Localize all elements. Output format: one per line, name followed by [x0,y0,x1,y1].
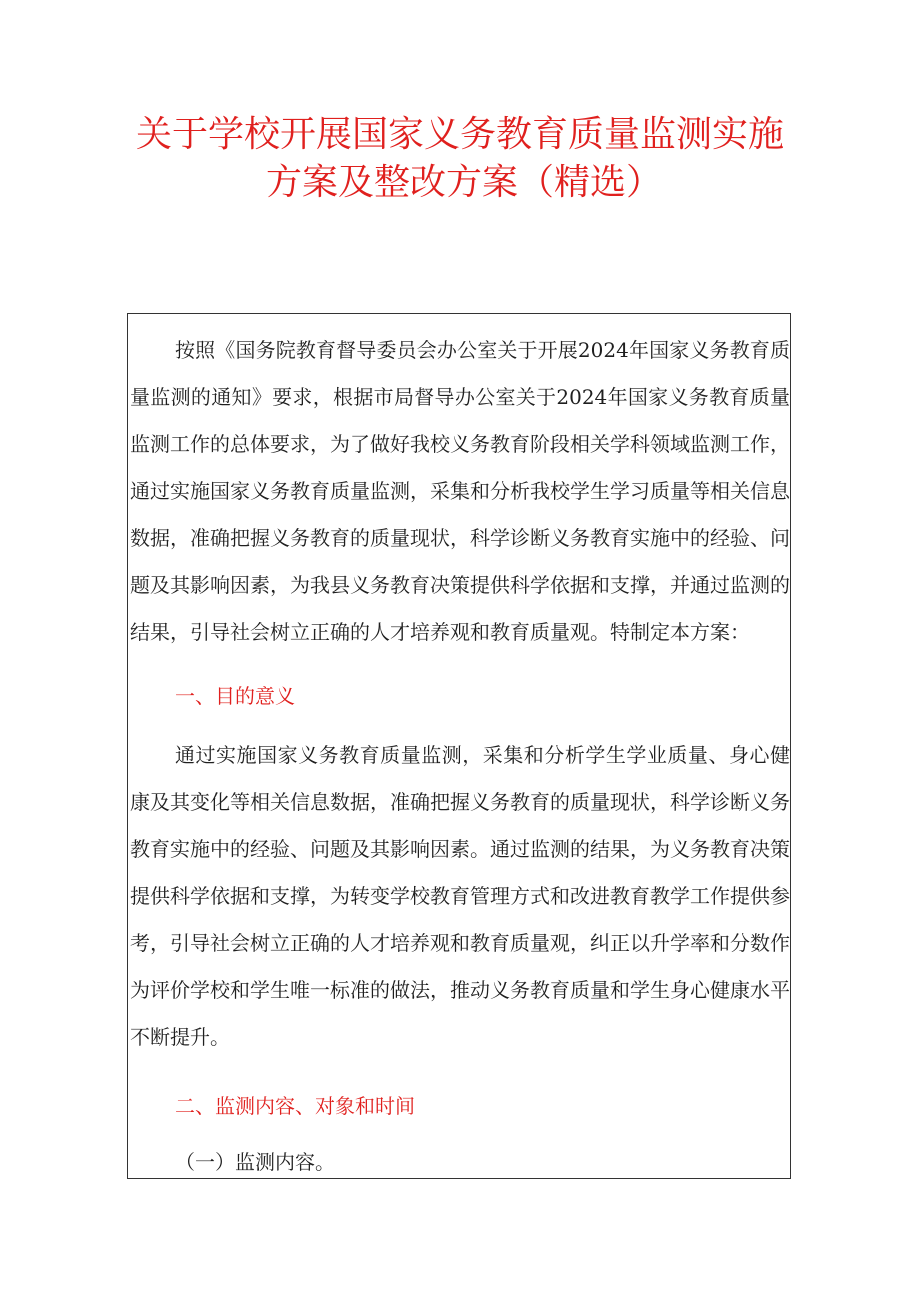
section2-subheading: （一）监测内容。 [175,1150,335,1174]
section2-heading: 二、监测内容、对象和时间 [175,1094,415,1118]
document-title-line2: 方案及整改方案（精选） [265,162,662,203]
section1-heading: 一、目的意义 [175,684,295,708]
intro-paragraph: 按照《国务院教育督导委员会办公室关于开展2024年国家义务教育质量监测的通知》要求，根据市局督导办公室关于2024年国家义务教育质量监测工作的总体要求，为了做好我校义务教育阶段相关学科领域监测工作，通过实施国家义务教育质量监测，采集和分析我校学生学习质量等相关信息数据，准确把握义务教育的质量现状，科学诊断义务教育实施中的经验、问题及其影响因素，为我县义务教育决策提供科学依据和支撑，并通过监测的结果，引导社会树立正确的人才培养观和教育质量观。特制定本方案： [130,338,790,644]
section1-paragraph: 通过实施国家义务教育质量监测，采集和分析学生学业质量、身心健康及其变化等相关信息数据，准确把握义务教育的质量现状，科学诊断义务教育实施中的经验、问题及其影响因素。通过监测的结果，为义务教育决策提供科学依据和支撑，为转变学校教育管理方式和改进教育教学工作提供参考，引导社会树立正确的人才培养观和教育质量观，纠正以升学率和分数作为评价学校和学生唯一标准的做法，推动义务教育质量和学生身心健康水平不断提升。 [130,743,790,1049]
document-title-line1: 关于学校开展国家义务教育质量监测实施 [135,114,784,155]
